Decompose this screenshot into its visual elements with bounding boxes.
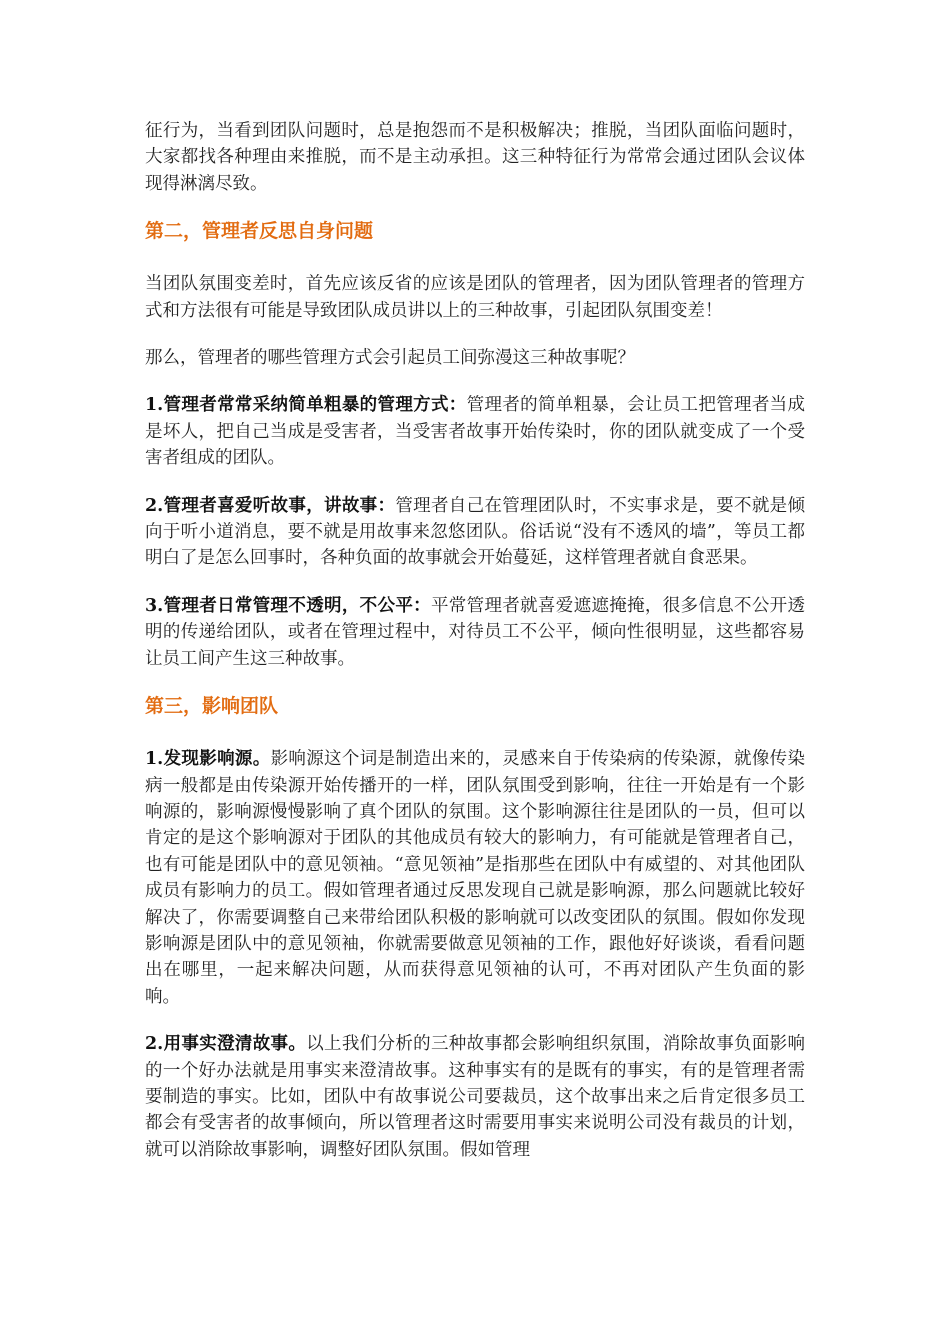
section-heading-3: 第三，影响团队 [145, 695, 279, 718]
item-text: 平常管理者就喜爱遮遮掩掩，很多信息不公开透明的传递给团队，或者在管理过程中，对待员工不公平，倾向性很明显，这些都容易让员工间产生这三种故事。 [145, 595, 805, 669]
item-text: 影响源这个词是制造出来的，灵感来自于传染病的传染源，就像传染病一般都是由传染源开始传播开的一样，团队氛围受到影响，往往一开始是有一个影响源的，影响源慢慢影响了真个团队的氛围。这个影响源往往是团队的一员，但可以肯定的是这个影响源对于团队的其他成员有较大的影响力，有可能就是管理者自己，也有可能是团队中的意见领袖。“意见领袖”是指那些在团队中有威望的、对其他团队成员有影响力的员工。假如管理者通过反思发现自己就是影响源，那么问题就比较好解决了，你需要调整自己来带给团队积极的影响就可以改变团队的氛围。假如你发现影响源是团队中的意见领袖，你就需要做意见领袖的工作，跟他好好谈谈，看看问题出在哪里，一起来解决问题，从而获得意见领袖的认可，不再对团队产生负面的影响。 [145, 749, 806, 1007]
item-text: 管理者自己在管理团队时，不实事求是，要不就是倾向于听小道消息，要不就是用故事来忽悠团队。俗话说“没有不透风的墙”，等员工都明白了是怎么回事时，各种负面的故事就会开始蔓延，这样管理者就自食恶果。 [145, 495, 805, 569]
item-lead: 3.管理者日常管理不透明，不公平： [145, 595, 431, 616]
section-heading-2: 第二，管理者反思自身问题 [145, 220, 374, 243]
item-lead: 1.发现影响源。 [145, 749, 271, 770]
item-lead: 2.管理者喜爱听故事，讲故事： [145, 495, 396, 516]
section2-item-3 [145, 593, 805, 672]
item-lead: 2.用事实澄清故事。 [145, 1034, 307, 1055]
section2-item-1 [145, 392, 805, 471]
section3-item-2 [145, 1031, 805, 1163]
item-lead: 1.管理者常常采纳简单粗暴的管理方式： [145, 395, 467, 416]
section2-paragraph-1: 当团队氛围变差时，首先应该反省的应该是团队的管理者，因为团队管理者的管理方式和方法很有可能是导致团队成员讲以上的三种故事，引起团队氛围变差！ [145, 274, 805, 321]
item-text: 管理者的简单粗暴，会让员工把管理者当成是坏人，把自己当成是受害者，当受害者故事开始传染时，你的团队就变成了一个受害者组成的团队。 [145, 395, 805, 469]
section2-item-2 [145, 493, 805, 572]
item-text: 以上我们分析的三种故事都会影响组织氛围，消除故事负面影响的一个好办法就是用事实来澄清故事。这种事实有的是既有的事实，有的是管理者需要制造的事实。比如，团队中有故事说公司要裁员，这个故事出来之后肯定很多员工都会有受害者的故事倾向，所以管理者这时需要用事实来说明公司没有裁员的计划，就可以消除故事影响，调整好团队氛围。假如管理 [145, 1034, 805, 1160]
section3-item-1 [145, 746, 805, 1010]
document-page [145, 118, 805, 1184]
intro-paragraph: 征行为，当看到团队问题时，总是抱怨而不是积极解决；推脱，当团队面临问题时，大家都找各种理由来推脱，而不是主动承担。这三种特征行为常常会通过团队会议体现得淋漓尽致。 [145, 121, 805, 194]
section2-paragraph-2: 那么，管理者的哪些管理方式会引起员工间弥漫这三种故事呢？ [145, 348, 635, 369]
